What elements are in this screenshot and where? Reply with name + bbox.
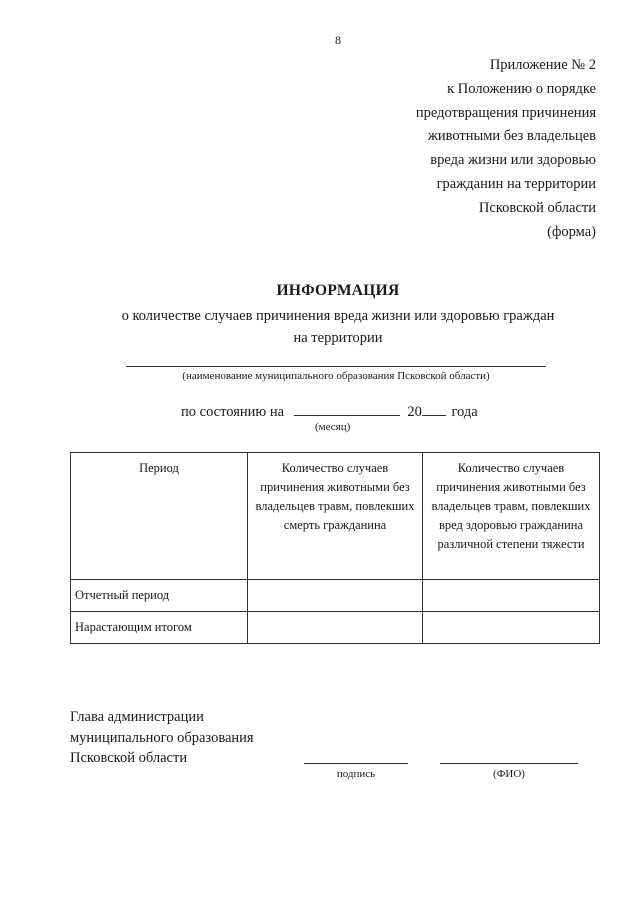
row-period-label: Нарастающим итогом [71,612,248,644]
deaths-cell[interactable] [248,580,423,612]
signer-line: Глава администрации [70,709,204,725]
appendix-line: гражданин на территории [436,175,596,192]
year-prefix: 20 [407,404,422,420]
table-row [71,612,600,644]
signer-line: муниципального образования [70,729,254,746]
appendix-line: к Положению о порядке [447,80,596,97]
as-of-line [181,401,478,421]
document-title: ИНФОРМАЦИЯ [276,282,400,299]
year-field[interactable] [422,401,446,416]
month-caption: (месяц) [315,421,351,433]
municipality-caption: (наименование муниципального образования Псковской области) [182,370,490,382]
signature-caption: подпись [336,768,376,780]
deaths-cell[interactable] [248,612,423,644]
row-period-label: Отчетный период [71,580,248,612]
municipality-field[interactable] [126,366,546,367]
full-name-field[interactable] [440,763,578,764]
table-row [71,580,600,612]
appendix-header [416,54,596,244]
page-number: 8 [335,33,341,47]
column-header-injuries: Количество случаев причинения животными без владельцев травм, повлекших вред здоровью гражданина различной степени тяжести [423,453,600,580]
appendix-line: животными без владельцев [427,128,596,145]
month-field[interactable] [294,401,400,416]
table-header-row [71,453,600,580]
appendix-line: Приложение № 2 [489,57,596,73]
signer-line: Псковской области [70,750,188,766]
column-header-deaths: Количество случаев причинения животными без владельцев травм, повлекших смерть гражданина [248,453,423,580]
injuries-cell[interactable] [423,580,600,612]
full-name-caption: (ФИО) [493,768,525,780]
appendix-line: (форма) [547,223,596,240]
report-table [70,452,600,644]
injuries-cell[interactable] [423,612,600,644]
as-of-suffix: года [451,404,478,420]
appendix-line: Псковской области [478,199,596,216]
subtitle-line: о количестве случаев причинения вреда жизни или здоровью граждан [121,308,555,324]
document-subtitle [0,305,640,349]
signature-field[interactable] [304,763,408,764]
appendix-line: предотвращения причинения [415,104,596,121]
signer-block [70,707,254,769]
appendix-line: вреда жизни или здоровью [430,152,596,169]
as-of-prefix: по состоянию на [181,404,285,420]
column-header-period: Период [71,453,248,580]
subtitle-line: на территории [293,330,383,346]
